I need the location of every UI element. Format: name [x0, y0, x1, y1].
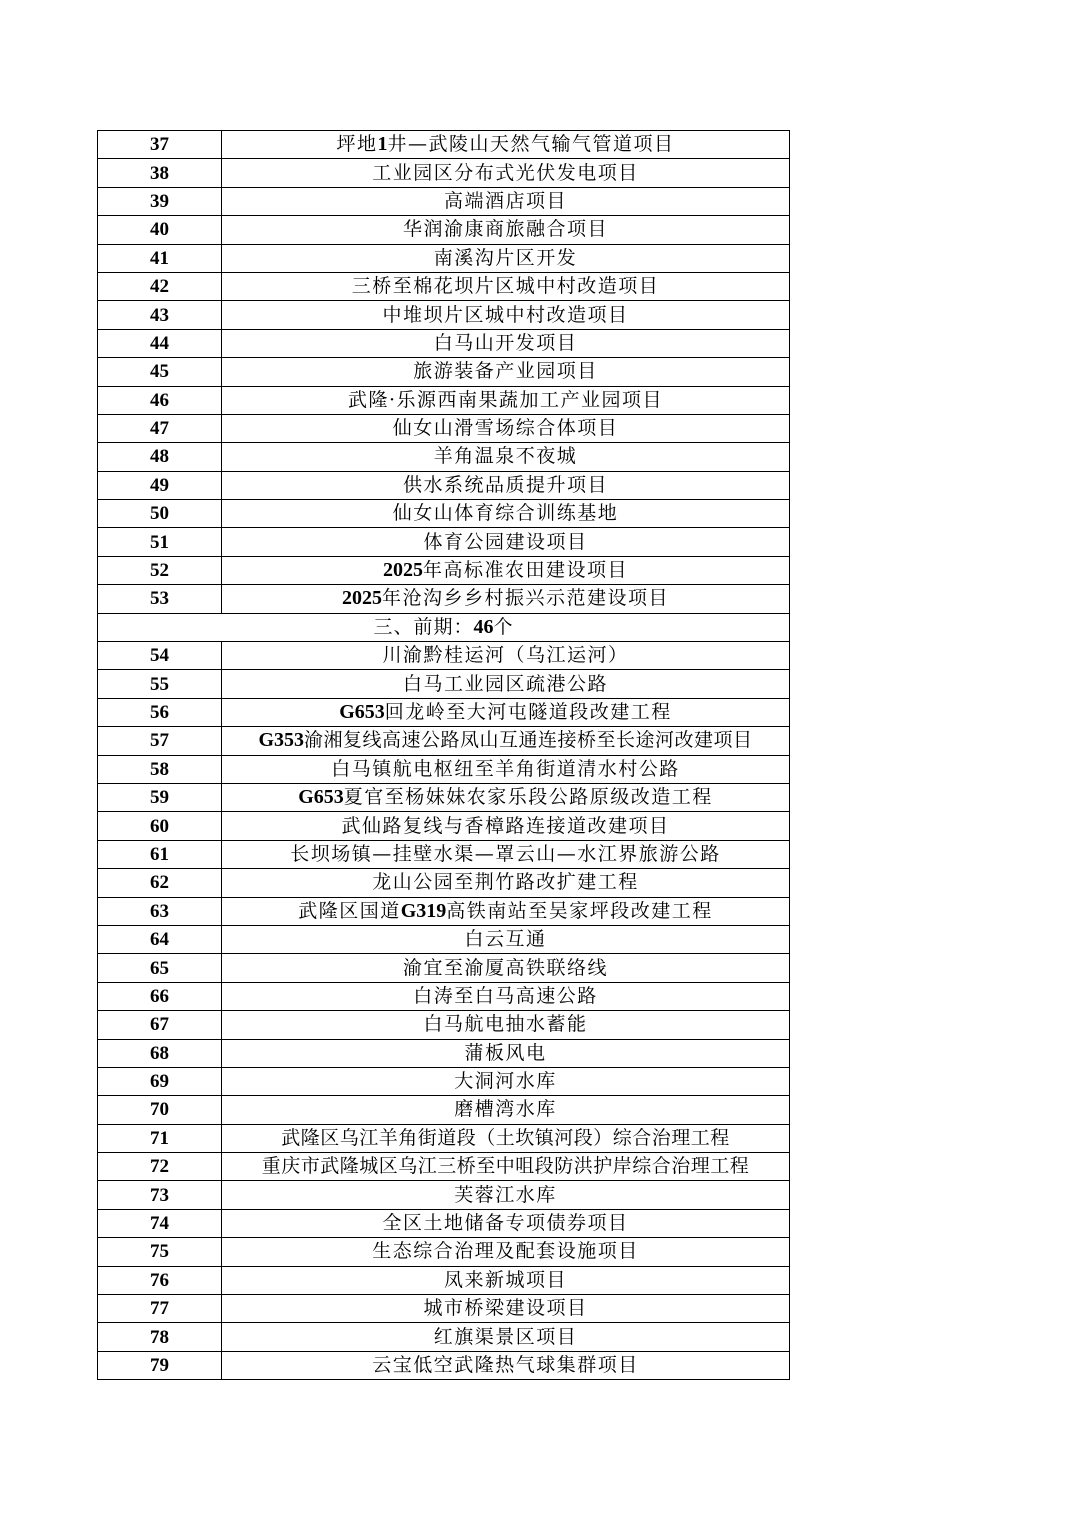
- project-name-text: 武隆区国道: [298, 899, 401, 922]
- table-row: [98, 925, 790, 953]
- table-row: [98, 1323, 790, 1351]
- table-row: [98, 471, 790, 499]
- project-name-text: 井—武陵山天然气输气管道项目: [387, 133, 675, 156]
- project-name: [222, 131, 790, 159]
- project-name-text: 川渝黔桂运河（乌江运河）: [382, 644, 629, 667]
- project-name-text: 全区土地储备专项债券项目: [382, 1212, 629, 1235]
- row-number: 62: [98, 869, 222, 897]
- project-name-text: 白马工业园区疏港公路: [402, 672, 608, 695]
- project-name-text: 羊角温泉不夜城: [433, 445, 578, 468]
- row-number: 72: [98, 1153, 222, 1181]
- table-row: [98, 1011, 790, 1039]
- project-name-text: 三桥至棉花坝片区城中村改造项目: [351, 275, 660, 298]
- table-row: [98, 897, 790, 925]
- project-name-text: 高铁南站至吴家坪段改建工程: [446, 899, 713, 922]
- project-name: [222, 1323, 790, 1351]
- row-number: 52: [98, 556, 222, 584]
- project-name: [222, 1153, 790, 1181]
- project-name-text: 长坝场镇—挂壁水渠—罩云山—水江界旅游公路: [290, 842, 721, 865]
- project-name: [222, 1039, 790, 1067]
- table-row: [98, 272, 790, 300]
- section-count: 46: [473, 615, 494, 638]
- table-row: [98, 585, 790, 613]
- row-number: 53: [98, 585, 222, 613]
- project-name-text: 白马山开发项目: [433, 331, 578, 354]
- project-name-text: 白马航电抽水蓄能: [423, 1013, 588, 1036]
- table-row: [98, 642, 790, 670]
- row-number: 48: [98, 443, 222, 471]
- project-name: [222, 471, 790, 499]
- project-name: [222, 869, 790, 897]
- table-row: [98, 1266, 790, 1294]
- row-number: 41: [98, 244, 222, 272]
- project-name: [222, 642, 790, 670]
- project-code: 2025: [341, 587, 382, 610]
- project-name: [222, 556, 790, 584]
- row-number: 60: [98, 812, 222, 840]
- project-name-text: 仙女山滑雪场综合体项目: [392, 417, 619, 440]
- table-row: [98, 528, 790, 556]
- table-row: [98, 244, 790, 272]
- project-name-text: 回龙岭至大河屯隧道段改建工程: [384, 701, 672, 723]
- row-number: 38: [98, 159, 222, 187]
- row-number: 49: [98, 471, 222, 499]
- table-row: [98, 1067, 790, 1095]
- project-name: [222, 1295, 790, 1323]
- project-name-text: 年沧沟乡乡村振兴示范建设项目: [381, 587, 669, 610]
- row-number: 65: [98, 954, 222, 982]
- project-name: [222, 925, 790, 953]
- table-row: [98, 358, 790, 386]
- project-code: G653: [339, 701, 385, 723]
- project-name-text: 武隆区乌江羊角街道段（土坎镇河段）综合治理工程: [281, 1126, 730, 1149]
- project-name: [222, 812, 790, 840]
- project-table-body: [98, 131, 790, 1380]
- row-number: 79: [98, 1351, 222, 1379]
- row-number: 61: [98, 840, 222, 868]
- project-name: [222, 982, 790, 1010]
- project-name-text: 龙山公园至荆竹路改扩建工程: [372, 871, 639, 894]
- row-number: 43: [98, 301, 222, 329]
- table-row: [98, 1238, 790, 1266]
- project-name: [222, 840, 790, 868]
- project-name: [222, 783, 790, 811]
- row-number: 56: [98, 698, 222, 726]
- project-name-text: 南溪沟片区开发: [433, 246, 578, 269]
- project-name: [222, 358, 790, 386]
- project-name-text: 华润渝康商旅融合项目: [402, 218, 608, 241]
- project-code: 2025: [382, 559, 423, 582]
- project-code: 1: [377, 133, 388, 156]
- table-row: [98, 869, 790, 897]
- project-name: [222, 216, 790, 244]
- project-name-text: 夏官至杨妹妹农家乐段公路原级改造工程: [343, 786, 713, 809]
- project-name: [222, 755, 790, 783]
- table-row: [98, 216, 790, 244]
- project-name-text: 仙女山体育综合训练基地: [392, 502, 619, 525]
- row-number: 46: [98, 386, 222, 414]
- project-name: [222, 244, 790, 272]
- table-row: [98, 1124, 790, 1152]
- row-number: 40: [98, 216, 222, 244]
- table-row: [98, 812, 790, 840]
- row-number: 68: [98, 1039, 222, 1067]
- table-row: [98, 727, 790, 755]
- table-row: [98, 443, 790, 471]
- table-row: [98, 840, 790, 868]
- row-number: 37: [98, 131, 222, 159]
- row-number: 69: [98, 1067, 222, 1095]
- row-number: 64: [98, 925, 222, 953]
- project-name-text: 武仙路复线与香樟路连接道改建项目: [341, 814, 670, 837]
- table-row: [98, 1096, 790, 1124]
- project-name: [222, 329, 790, 357]
- section-unit: 个: [493, 615, 514, 638]
- table-row: [98, 698, 790, 726]
- row-number: 70: [98, 1096, 222, 1124]
- project-name: [222, 301, 790, 329]
- row-number: 76: [98, 1266, 222, 1294]
- project-name-text: 红旗渠景区项目: [433, 1325, 578, 1348]
- project-name: [222, 1209, 790, 1237]
- project-name-text: 大洞河水库: [454, 1070, 557, 1093]
- table-row: [98, 159, 790, 187]
- row-number: 54: [98, 642, 222, 670]
- project-name: [222, 1124, 790, 1152]
- table-row: [98, 500, 790, 528]
- project-name: [222, 500, 790, 528]
- table-row: [98, 982, 790, 1010]
- row-number: 58: [98, 755, 222, 783]
- project-name: [222, 698, 790, 726]
- table-row: [98, 329, 790, 357]
- table-row: [98, 1181, 790, 1209]
- project-name-text: 蒲板风电: [464, 1041, 547, 1064]
- project-table: [97, 130, 790, 1380]
- table-row: [98, 1295, 790, 1323]
- project-code: G319: [400, 899, 447, 922]
- table-row: [98, 954, 790, 982]
- row-number: 66: [98, 982, 222, 1010]
- table-row: [98, 1153, 790, 1181]
- table-row: [98, 301, 790, 329]
- row-number: 71: [98, 1124, 222, 1152]
- project-name-text: 年高标准农田建设项目: [422, 559, 628, 582]
- project-name: [222, 897, 790, 925]
- project-name: [222, 528, 790, 556]
- project-name: [222, 1266, 790, 1294]
- project-name: [222, 386, 790, 414]
- project-name-text: 生态综合治理及配套设施项目: [372, 1240, 639, 1263]
- row-number: 50: [98, 500, 222, 528]
- table-row: [98, 670, 790, 698]
- project-name-text: 凤来新城项目: [443, 1268, 567, 1291]
- row-number: 47: [98, 414, 222, 442]
- row-number: 77: [98, 1295, 222, 1323]
- project-name: [222, 1181, 790, 1209]
- project-name: [222, 585, 790, 613]
- table-row: [98, 131, 790, 159]
- project-name-text: 白涛至白马高速公路: [413, 984, 598, 1007]
- project-name-text: 工业园区分布式光伏发电项目: [372, 161, 639, 184]
- row-number: 73: [98, 1181, 222, 1209]
- table-row: [98, 414, 790, 442]
- section-label: 三、前期：: [373, 615, 474, 638]
- project-name-text: 渝宜至渝厦高铁联络线: [402, 956, 608, 979]
- project-name-text: 高端酒店项目: [443, 189, 567, 212]
- project-name-text: 白云互通: [464, 928, 547, 951]
- row-number: 63: [98, 897, 222, 925]
- project-name: [222, 187, 790, 215]
- row-number: 57: [98, 727, 222, 755]
- row-number: 39: [98, 187, 222, 215]
- project-name: [222, 727, 790, 755]
- row-number: 75: [98, 1238, 222, 1266]
- row-number: 51: [98, 528, 222, 556]
- project-name-text: 云宝低空武隆热气球集群项目: [372, 1353, 639, 1376]
- project-name-text: 渝湘复线高速公路凤山互通连接桥至长途河改建项目: [304, 729, 753, 752]
- table-row: [98, 187, 790, 215]
- table-row: [98, 1351, 790, 1379]
- project-name: [222, 443, 790, 471]
- table-row: [98, 386, 790, 414]
- project-name: [222, 1067, 790, 1095]
- project-name: [222, 670, 790, 698]
- row-number: 44: [98, 329, 222, 357]
- project-code: G353: [258, 729, 305, 752]
- project-name-text: 芙蓉江水库: [454, 1183, 557, 1206]
- project-name-text: 旅游装备产业园项目: [413, 360, 598, 383]
- table-row: [98, 556, 790, 584]
- table-row: [98, 755, 790, 783]
- project-name: [222, 272, 790, 300]
- row-number: 42: [98, 272, 222, 300]
- project-name: [222, 1011, 790, 1039]
- project-name-text: 武隆·乐源西南果蔬加工产业园项目: [347, 388, 664, 411]
- project-name-text: 重庆市武隆城区乌江三桥至中咀段防洪护岸综合治理工程: [261, 1155, 750, 1178]
- project-name: [222, 954, 790, 982]
- project-name: [222, 1351, 790, 1379]
- table-row: [98, 1209, 790, 1237]
- project-name-text: 坪地: [336, 133, 378, 156]
- project-name-text: 白马镇航电枢纽至羊角街道清水村公路: [331, 757, 680, 780]
- section-heading: [98, 613, 790, 641]
- project-name-text: 体育公园建设项目: [423, 530, 588, 553]
- table-row: [98, 1039, 790, 1067]
- row-number: 55: [98, 670, 222, 698]
- table-row: [98, 783, 790, 811]
- row-number: 78: [98, 1323, 222, 1351]
- project-name-text: 中堆坝片区城中村改造项目: [382, 303, 629, 326]
- row-number: 59: [98, 783, 222, 811]
- row-number: 74: [98, 1209, 222, 1237]
- project-name-text: 城市桥梁建设项目: [423, 1297, 588, 1320]
- row-number: 67: [98, 1011, 222, 1039]
- project-name-text: 供水系统品质提升项目: [402, 473, 608, 496]
- row-number: 45: [98, 358, 222, 386]
- project-code: G653: [298, 786, 344, 809]
- project-name-text: 磨槽湾水库: [454, 1098, 557, 1121]
- section-row: [98, 613, 790, 641]
- project-name: [222, 1238, 790, 1266]
- project-name: [222, 414, 790, 442]
- project-name: [222, 1096, 790, 1124]
- project-name: [222, 159, 790, 187]
